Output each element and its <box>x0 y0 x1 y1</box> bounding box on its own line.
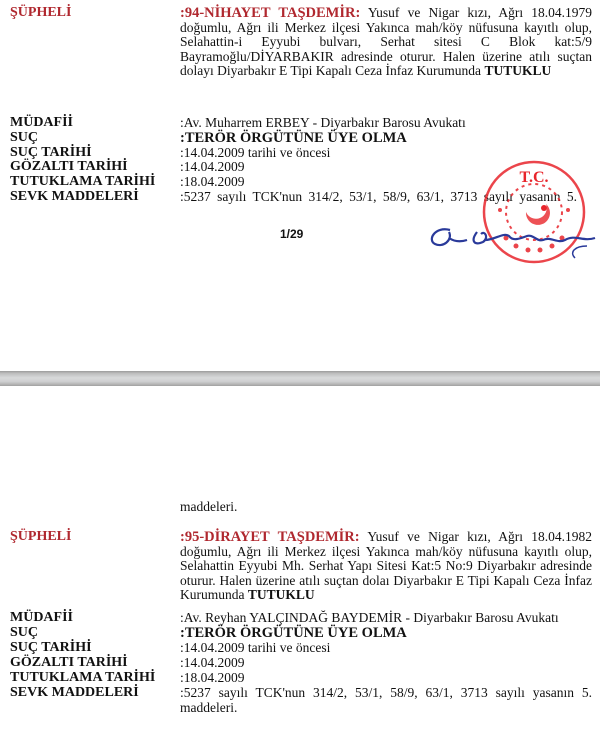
field-label-custody-date: GÖZALTI TARİHİ <box>10 159 128 174</box>
suspect-status: TUTUKLU <box>484 63 552 78</box>
field-value-custody-date: :14.04.2009 <box>180 655 245 670</box>
field-value-defense-attorney: :Av. Reyhan YALÇINDAĞ BAYDEMİR - Diyarbakır Barosu Avukatı <box>180 610 559 625</box>
continuation-text: maddeleri. <box>180 499 238 514</box>
suspect-name: :95-DİRAYET TAŞDEMİR: <box>180 529 360 545</box>
field-label-crime: SUÇ <box>10 130 39 145</box>
field-label-custody-date: GÖZALTI TARİHİ <box>10 655 128 670</box>
document-page-2 <box>0 386 600 738</box>
field-value-referral-articles: :5237 sayılı TCK'nun 314/2, 53/1, 58/9, 63/1, 3713 sayılı yasanın 5. maddeleri. <box>180 685 592 715</box>
field-label-defense-attorney: MÜDAFİİ <box>10 610 73 625</box>
field-value-defense-attorney: :Av. Muharrem ERBEY - Diyarbakır Barosu Avukatı <box>180 115 466 130</box>
suspect-details: Yusuf ve Nigar kızı, Ağrı 18.04.1982 doğumlu, Ağrı ili Merkez ilçesi Yakınca mah/köy nüfusuna kayıtlı olup, Selahattin Eyyubi Mh. Serhat Yapı Sitesi Kat:5 No:9 Diyarbakır adresinde oturur. Halen üzerine atılı suçtan dolaı Diyarbakır E Tipi Kapalı Ceza İnfaz Kurumunda <box>180 529 592 602</box>
page-number: 1/29 <box>280 227 304 241</box>
field-value-crime: :TERÖR ÖRGÜTÜNE ÜYE OLMA <box>180 625 407 641</box>
field-label-arrest-date: TUTUKLAMA TARİHİ <box>10 174 156 189</box>
field-label-referral-articles: SEVK MADDELERİ <box>10 685 139 700</box>
field-label-arrest-date: TUTUKLAMA TARİHİ <box>10 670 156 685</box>
field-value-crime: :TERÖR ÖRGÜTÜNE ÜYE OLMA <box>180 130 407 146</box>
suspect-entry <box>180 6 592 79</box>
suspect-label: ŞÜPHELİ <box>10 529 72 544</box>
field-value-crime-date: :14.04.2009 tarihi ve öncesi <box>180 145 331 160</box>
field-value-crime-date: :14.04.2009 tarihi ve öncesi <box>180 640 331 655</box>
suspect-status: TUTUKLU <box>247 587 315 602</box>
field-label-referral-articles: SEVK MADDELERİ <box>10 189 139 204</box>
field-label-defense-attorney: MÜDAFİİ <box>10 115 73 130</box>
stamp-text: T.C. <box>519 169 549 186</box>
suspect-label: ŞÜPHELİ <box>10 5 72 20</box>
field-value-custody-date: :14.04.2009 <box>180 159 245 174</box>
suspect-name: :94-NİHAYET TAŞDEMİR: <box>180 5 361 21</box>
field-label-crime-date: SUÇ TARİHİ <box>10 145 92 160</box>
field-value-referral-articles: :5237 sayılı TCK'nun 314/2, 53/1, 58/9, 63/1, 3713 sayılı yasanın 5. <box>180 189 578 204</box>
suspect-details: Yusuf ve Nigar kızı, Ağrı 18.04.1979 doğumlu, Ağrı ili Merkez ilçesi Yakınca mah/köy nüfusuna kayıtlı olup, Selahattin-i Eyyubi bulvarı, Serhat sitesi C Blok kat:5/9 Bayramoğlu/DİYARBAKIR adresinde oturur. Halen üzerine atılı suçtan dolayı Diyarbakır E Tipi Kapalı Ceza İnfaz Kurumunda <box>180 5 592 78</box>
suspect-entry <box>180 530 592 603</box>
field-value-arrest-date: :18.04.2009 <box>180 174 245 189</box>
page-separator <box>0 371 600 386</box>
field-label-crime-date: SUÇ TARİHİ <box>10 640 92 655</box>
signature-icon <box>425 218 600 263</box>
field-value-arrest-date: :18.04.2009 <box>180 670 245 685</box>
field-label-crime: SUÇ <box>10 625 39 640</box>
